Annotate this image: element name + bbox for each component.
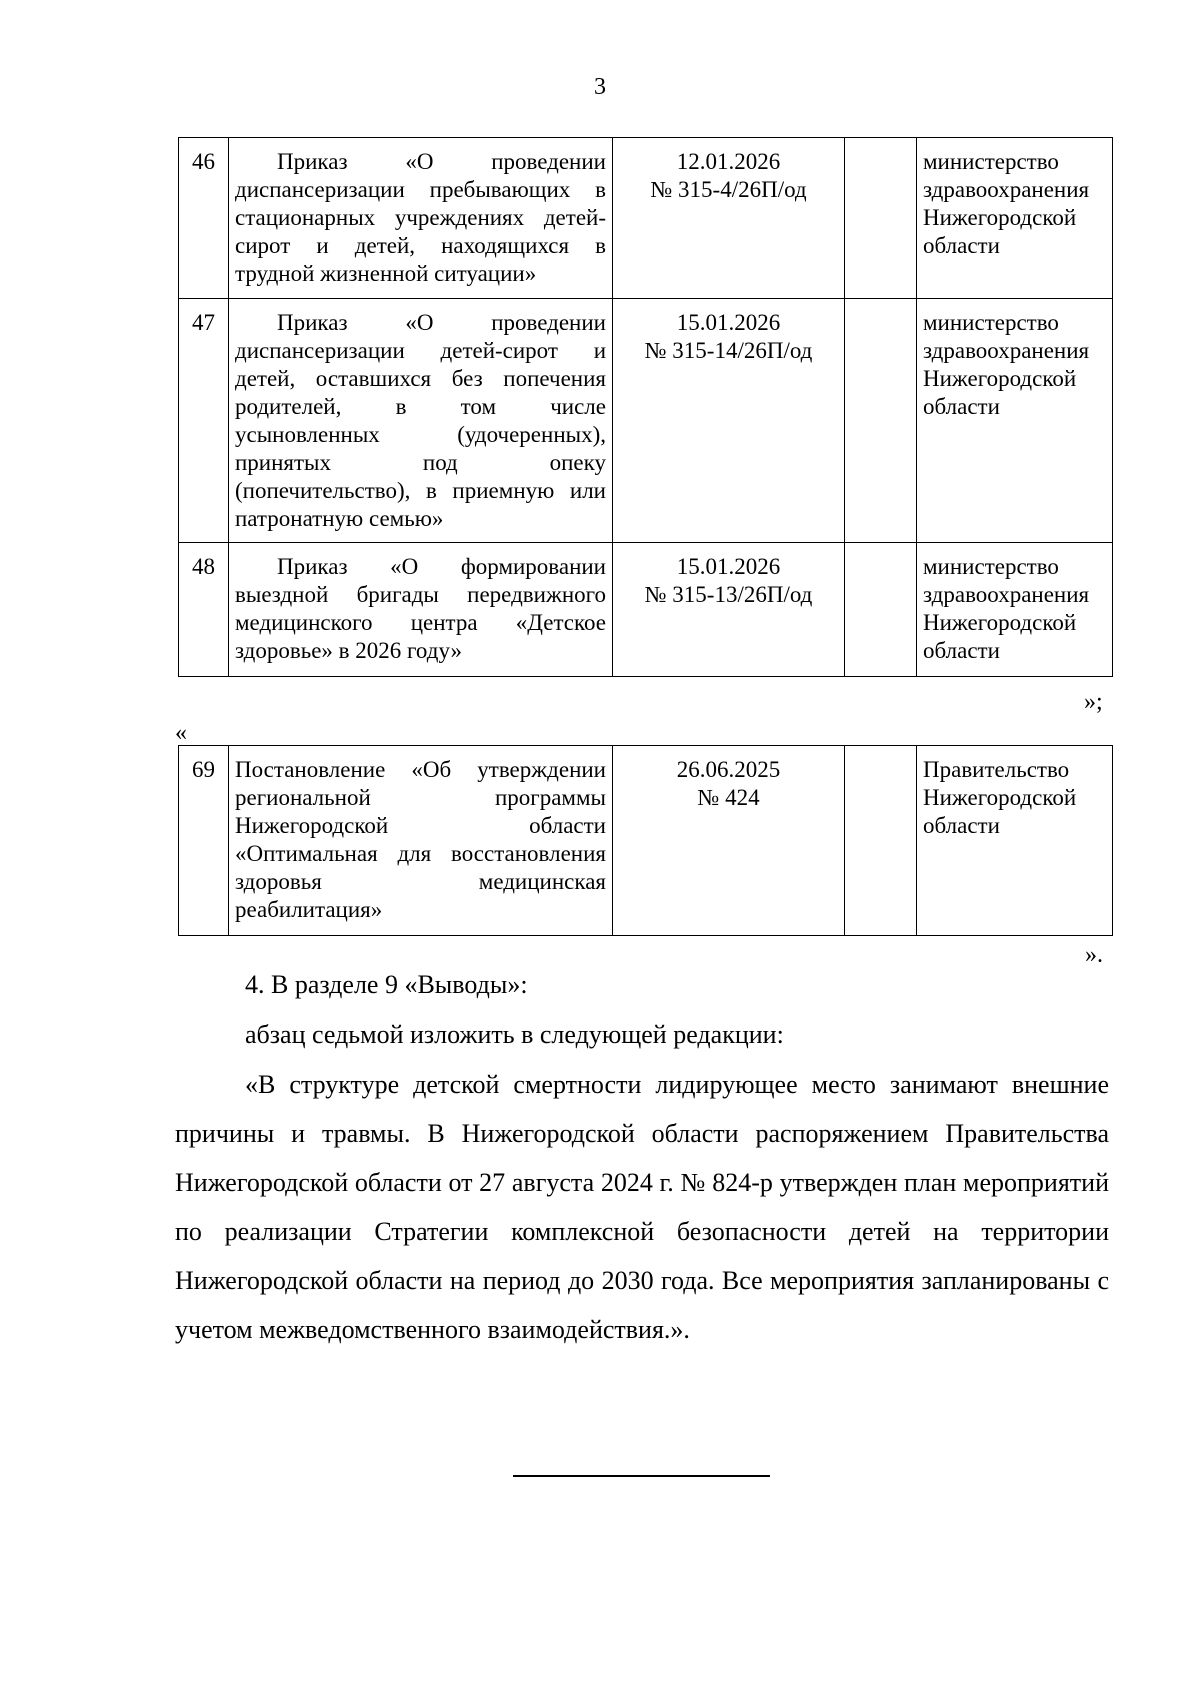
- row-number: 48: [179, 543, 229, 677]
- document-date: 15.01.2026: [676, 554, 781, 579]
- document-number: № 424: [697, 785, 760, 810]
- document-date-cell: [613, 543, 845, 677]
- row-number: 46: [179, 138, 229, 299]
- documents-table-amended: [178, 745, 1113, 936]
- issuing-organization: министерство здравоохранения Нижегородской области: [917, 543, 1113, 677]
- document-title: Постановление «Об утверждении региональной программы Нижегородской области «Оптимальная для восстановления здоровья медицинская реабилитация»: [229, 746, 613, 936]
- issuing-organization: министерство здравоохранения Нижегородской области: [917, 138, 1113, 299]
- document-date-cell: [613, 138, 845, 299]
- quoted-paragraph: «В структуре детской смертности лидирующее место занимают внешние причины и травмы. В Нижегородской области распоряжением Правительства Нижегородской области от 27 августа 2024 г. № 824-р утвержден план мероприятий по реализации Стратегии комплексной безопасности детей на территории Нижегородской области на период до 2030 года. Все мероприятия запланированы с учетом межведомственного взаимодействия.».: [175, 1070, 1109, 1344]
- separator-line: [513, 1475, 770, 1477]
- document-number: № 315-4/26П/од: [650, 177, 807, 202]
- document-date-cell: [613, 746, 845, 936]
- document-title: Приказ «О формировании выездной бригады передвижного медицинского центра «Детское здоровье» в 2026 году»: [229, 543, 613, 677]
- closing-quote: ».: [1085, 942, 1103, 968]
- documents-table-continued: [178, 137, 1113, 677]
- instruction-text: абзац седьмой изложить в следующей редакции:: [245, 1020, 784, 1049]
- document-number: № 315-14/26П/од: [644, 338, 813, 363]
- row-number: 69: [179, 746, 229, 936]
- page-number: 3: [594, 74, 606, 100]
- issuing-organization: Правительство Нижегородской области: [917, 746, 1113, 936]
- document-title: Приказ «О проведении диспансеризации пребывающих в стационарных учреждениях детей-сирот и детей, находящихся в трудной жизненной ситуации»: [229, 138, 613, 299]
- row-number: 47: [179, 299, 229, 543]
- table-row: [179, 746, 1113, 936]
- empty-cell: [845, 746, 917, 936]
- closing-quote: »;: [1084, 689, 1103, 715]
- document-date: 15.01.2026: [676, 310, 781, 335]
- document-number: № 315-13/26П/од: [644, 582, 813, 607]
- empty-cell: [845, 543, 917, 677]
- document-date: 26.06.2025: [676, 757, 781, 782]
- section-heading: 4. В разделе 9 «Выводы»:: [245, 970, 528, 999]
- table-row: [179, 543, 1113, 677]
- document-date-cell: [613, 299, 845, 543]
- document-title: Приказ «О проведении диспансеризации детей-сирот и детей, оставшихся без попечения родителей, в том числе усыновленных (удочеренных), принятых под опеку (попечительство), в приемную или патронатную семью»: [229, 299, 613, 543]
- empty-cell: [845, 138, 917, 299]
- opening-quote: «: [175, 720, 187, 746]
- document-date: 12.01.2026: [676, 149, 781, 174]
- empty-cell: [845, 299, 917, 543]
- table-row: [179, 299, 1113, 543]
- table-row: [179, 138, 1113, 299]
- issuing-organization: министерство здравоохранения Нижегородской области: [917, 299, 1113, 543]
